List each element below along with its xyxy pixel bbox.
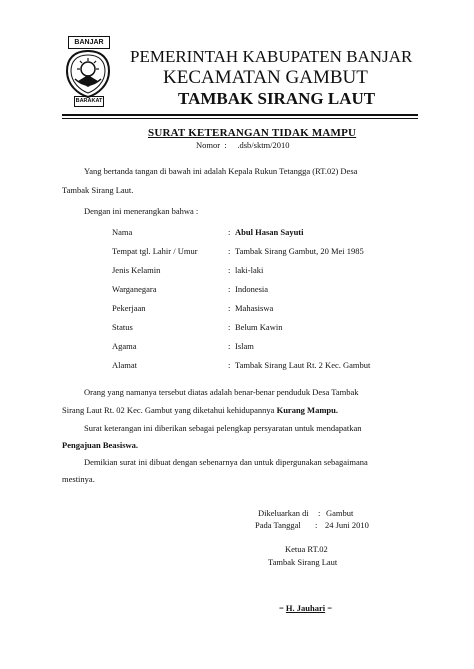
para2-line-2 xyxy=(62,440,138,450)
para2-line-1: Surat keterangan ini diberikan sebagai pelengkap persyaratan untuk mendapatkan xyxy=(84,423,362,433)
intro-line-1: Yang bertanda tangan di bawah ini adalah Kepala Rukun Tetangga (RT.02) Desa xyxy=(84,166,358,176)
detail-colon: : xyxy=(228,322,231,332)
detail-value: laki-laki xyxy=(235,265,264,275)
signer-position: Ketua RT.02 xyxy=(285,544,328,554)
detail-value: Mahasiswa xyxy=(235,303,274,313)
para3-line-2: mestinya. xyxy=(62,474,95,484)
signer-name-line xyxy=(279,603,332,613)
detail-label: Agama xyxy=(112,341,137,351)
detail-colon: : xyxy=(228,303,231,313)
intro-line-2: Tambak Sirang Laut. xyxy=(62,185,134,195)
detail-value: Indonesia xyxy=(235,284,269,294)
detail-colon: : xyxy=(228,284,231,294)
header-divider-thick xyxy=(62,114,418,116)
intro-line-3: Dengan ini menerangkan bahwa : xyxy=(84,206,199,216)
detail-label: Alamat xyxy=(112,360,138,370)
detail-value: Abul Hasan Sayuti xyxy=(235,227,304,237)
emblem-top-label: BANJAR xyxy=(68,36,110,49)
detail-label: Tempat tgl. Lahir / Umur xyxy=(112,246,198,256)
header-divider-thin xyxy=(62,118,418,119)
detail-colon: : xyxy=(228,265,231,275)
para2-emphasis: Pengajuan Beasiswa. xyxy=(62,440,139,450)
detail-value: Islam xyxy=(235,341,254,351)
signer-name: H. Jauhari xyxy=(285,603,326,613)
detail-colon: : xyxy=(228,341,231,351)
signer-name-post: = xyxy=(325,603,333,613)
detail-label: Pekerjaan xyxy=(112,303,146,313)
issued-colon: : xyxy=(318,508,321,518)
letter-title: SURAT KETERANGAN TIDAK MAMPU xyxy=(148,127,357,139)
issued-label: Dikeluarkan di xyxy=(258,508,309,518)
para3-line-1: Demikian surat ini dibuat dengan sebenarnya dan untuk dipergunakan sebagaimana xyxy=(84,457,368,467)
detail-colon: : xyxy=(228,227,231,237)
emblem-shield-icon xyxy=(64,49,112,99)
date-colon: : xyxy=(315,520,318,530)
detail-label: Warganegara xyxy=(112,284,157,294)
letter-number xyxy=(196,140,290,150)
issued-value: Gambut xyxy=(326,508,354,518)
para1-line-2 xyxy=(62,405,338,415)
para1-text: Sirang Laut Rt. 02 Kec. Gambut yang diketahui kehidupannya xyxy=(62,405,277,415)
signer-name-pre: = xyxy=(279,603,286,613)
header-district: KECAMATAN GAMBUT xyxy=(163,67,368,88)
detail-value: Belum Kawin xyxy=(235,322,283,332)
detail-label: Jenis Kelamin xyxy=(112,265,161,275)
nomor-colon: : xyxy=(224,140,227,150)
date-label: Pada Tanggal xyxy=(255,520,301,530)
emblem-bottom-label: BARAKAT xyxy=(74,96,104,107)
header-village: TAMBAK SIRANG LAUT xyxy=(178,89,376,108)
nomor-label: Nomor xyxy=(196,140,221,150)
nomor-value: .dsb/sktm/2010 xyxy=(237,140,290,150)
header-government: PEMERINTAH KABUPATEN BANJAR xyxy=(130,47,413,66)
date-value: 24 Juni 2010 xyxy=(325,520,369,530)
signer-place: Tambak Sirang Laut xyxy=(268,557,338,567)
para1-line-1: Orang yang namanya tersebut diatas adalah benar-benar penduduk Desa Tambak xyxy=(84,387,359,397)
detail-colon: : xyxy=(228,246,231,256)
detail-colon: : xyxy=(228,360,231,370)
detail-value: Tambak Sirang Gambut, 20 Mei 1985 xyxy=(235,246,364,256)
para1-emphasis: Kurang Mampu. xyxy=(276,405,338,415)
detail-value: Tambak Sirang Laut Rt. 2 Kec. Gambut xyxy=(235,360,371,370)
regency-emblem xyxy=(62,36,114,108)
detail-label: Nama xyxy=(112,227,133,237)
detail-label: Status xyxy=(112,322,133,332)
